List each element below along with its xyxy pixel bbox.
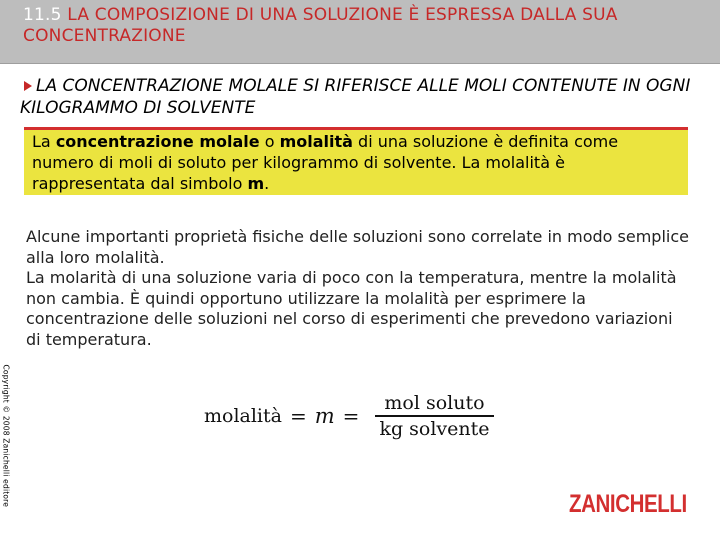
definition-text: di una soluzione è definita come numero di moli di soluto per kilogrammo di solvente. La molalità è rappresentata dal simbolo bbox=[32, 132, 619, 193]
zanichelli-logo: ZANICHELLI bbox=[550, 488, 706, 520]
section-number: 11.5 bbox=[23, 5, 62, 25]
definition-symbol-m: m bbox=[247, 174, 265, 193]
formula-symbol: m bbox=[314, 404, 335, 428]
formula-equals: = bbox=[289, 404, 307, 428]
section-heading: LA COMPOSIZIONE DI UNA SOLUZIONE È ESPRESSA DALLA SUA CONCENTRAZIONE bbox=[23, 5, 618, 46]
definition-text: o bbox=[259, 132, 280, 151]
body-paragraph: La molarità di una soluzione varia di poco con la temperatura, mentre la molalità non cambia. È quindi opportuno utilizzare la molalità per esprimere la concentrazione delle soluzioni nel corso di esperimenti che prevedono variazioni di temperatura. bbox=[26, 268, 677, 349]
subtitle-text: LA CONCENTRAZIONE MOLALE SI RIFERISCE ALLE MOLI CONTENUTE IN OGNI KILOGRAMMO DI SOLVENTE bbox=[20, 76, 691, 118]
definition-term-molal: concentrazione molale bbox=[55, 132, 260, 151]
slide-subtitle bbox=[20, 75, 710, 119]
body-paragraph: Alcune importanti proprietà fisiche delle soluzioni sono correlate in modo semplice alla loro molalità. bbox=[26, 227, 689, 267]
formula-fraction bbox=[375, 392, 493, 440]
definition-term-molality: molalità bbox=[279, 132, 353, 151]
section-title bbox=[23, 5, 703, 47]
formula-numerator: mol soluto bbox=[384, 392, 485, 415]
body-text bbox=[26, 227, 690, 350]
formula-lhs: molalità bbox=[204, 405, 282, 427]
copyright-note: Copyright © 2008 Zanichelli editore bbox=[1, 364, 11, 508]
definition-text: . bbox=[264, 174, 270, 193]
formula-equals: = bbox=[342, 404, 360, 428]
header-bar bbox=[0, 0, 720, 64]
bullet-arrow-icon bbox=[24, 81, 32, 91]
definition-text: La bbox=[32, 132, 56, 151]
molality-formula bbox=[204, 392, 494, 440]
formula-denominator: kg solvente bbox=[379, 417, 490, 440]
definition-box bbox=[24, 127, 688, 195]
fraction-bar bbox=[375, 415, 493, 417]
